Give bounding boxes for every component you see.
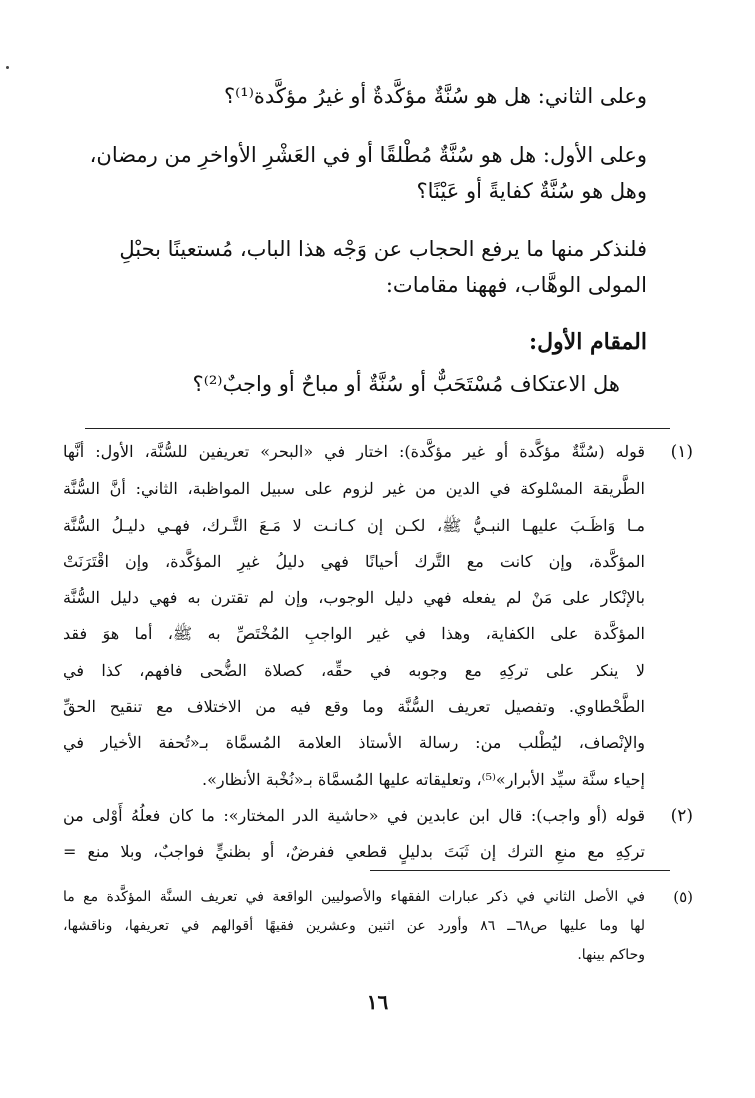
section-question: هل الاعتكاف مُسْتَحَبٌّ أو سُنَّةٌ أو مباحٌ أو واجبٌ⁽²⁾؟	[192, 372, 620, 396]
editor-note-number: (٥)	[673, 888, 693, 906]
footnote-1-line-1: قوله (سُنَّةٌ مؤكَّدة أو غير مؤكَّدة): اختار في «البحر» تعريفين للسُّنَّة، الأول: أنَّها	[63, 442, 645, 461]
footnote-2-line-2: تركِهِ مع منعِ الترك إن ثَبَتَ بدليلٍ قطعي ففرضٌ، أو بظنيٍّ فواجبٌ، وبلا منع =	[63, 842, 645, 861]
main-text-line-5: المولى الوهَّاب، فههنا مقامات:	[385, 273, 647, 297]
footnote-1-line-9: والإنْصاف، ليُطْلب من: رسالة الأستاذ العلامة المُسمَّاة بـ«تُحفة الأخيار في	[63, 733, 646, 752]
footnote-2-line-1: قوله (أو واجب): قال ابن عابدين في «حاشية الدر المختار»: ما كان فعلُهُ أَوْلى من	[63, 806, 645, 825]
editor-note-line-2: لها وما عليها ص٦٨ــ ٨٦ وأورد عن اثنين وعشرين فقيهًا أقوالهم في تعريفها، وناقشها،	[63, 918, 646, 934]
footnote-1-number: (١)	[670, 442, 693, 462]
footnote-1-line-7: لا ينكر على تركِهِ مع وجوبه في حقِّه، كصلاة الضُّحى فافهم، كذا في	[63, 661, 645, 680]
main-text-line-2: وعلى الأول: هل هو سُنَّةٌ مُطْلقًا أو في العَشْرِ الأواخرِ من رمضان،	[89, 143, 647, 167]
footnote-1-line-6: المؤكَّدة على الكفاية، وهذا في غير الواجبِ المُخْتَصِّ به ﷺ، أما هوَ فقد	[63, 624, 645, 643]
main-text-line-4: فلنذكر منها ما يرفع الحجاب عن وَجْه هذا الباب، مُستعينًا بحبْلِ	[119, 237, 647, 261]
editor-note-separator	[370, 870, 670, 871]
footnote-1-line-3: مـا وَاظَـبَ عليهـا النبـيُّ ﷺ، لكـن إن كـانـت لا مَـعَ التَّـرك، فهـي دليـلُ السُّنَّة	[63, 516, 645, 535]
editor-note-line-3: وحاكم بينها.	[577, 947, 645, 963]
footnote-1-line-4: المؤكَّدة، وإن كانت مع التَّرك أحيانًا فهي دليلُ غيرِ المؤكَّدة، وإن اقْتَرَنَتْ	[63, 552, 645, 571]
margin-mark	[6, 66, 9, 69]
footnote-1-line-5: بالإنْكار على مَنْ لم يفعله فهي دليل الوجوب، وإن لم تقترن به فهي دليل السُّنَّة	[63, 588, 645, 607]
footnote-1-line-8: الطَّحْطاوي. وتفصيل تعريف السُّنَّة وما وقع فيه من الاختلاف مع تنقيح الحقِّ	[63, 697, 645, 716]
editor-note-line-1: في الأصل الثاني في ذكر عبارات الفقهاء والأصوليين الواقعة في تعريف السنَّة المؤكَّدة مع ما	[63, 889, 645, 905]
main-text-line-1: وعلى الثاني: هل هو سُنَّةٌ مؤكَّدةٌ أو غيرُ مؤكَّدة⁽¹⁾؟	[223, 84, 647, 108]
page-number: ١٦	[366, 990, 389, 1014]
footnote-separator	[85, 428, 670, 429]
footnote-1-line-2: الطَّريقة المسْلوكة في الدين من غير لزوم على سبيل المواظبة، الثاني: أنَّ السُّنَّة	[63, 479, 645, 498]
section-heading: المقام الأول:	[528, 329, 647, 355]
footnote-2-number: (٢)	[670, 806, 693, 826]
main-text-line-3: وهل هو سُنَّةٌ كفايةً أو عَيْنًا؟	[416, 179, 647, 203]
footnote-1-line-10: إحياء سنَّة سيِّد الأبرار»⁽⁵⁾، وتعليقاته عليها المُسمَّاة بـ«نُخْبة الأنظار».	[202, 770, 645, 789]
